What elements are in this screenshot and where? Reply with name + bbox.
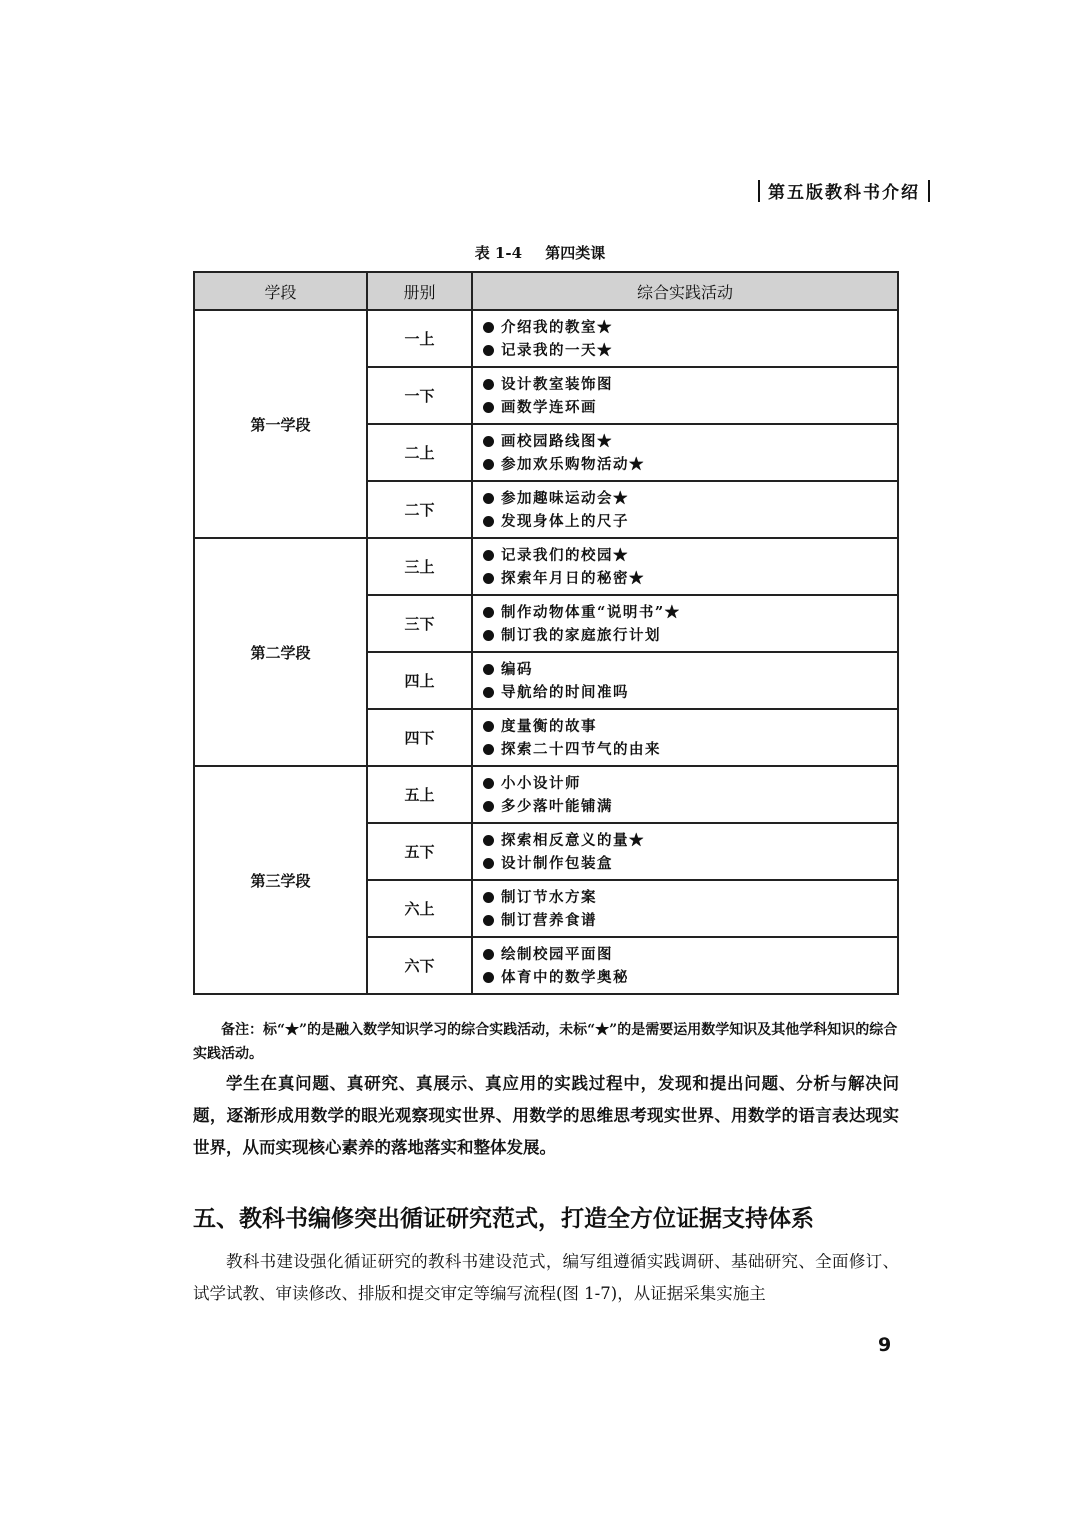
bullet-icon xyxy=(483,687,494,698)
bullet-icon xyxy=(483,573,494,584)
activities-cell xyxy=(472,880,898,937)
activity-item xyxy=(483,715,897,738)
activities-cell xyxy=(472,538,898,595)
bullet-icon xyxy=(483,436,494,447)
activities-cell xyxy=(472,652,898,709)
header-divider xyxy=(928,180,930,202)
activity-item xyxy=(483,316,897,339)
activity-table xyxy=(193,271,899,995)
activity-item xyxy=(483,601,897,624)
header-divider xyxy=(758,180,760,202)
activity-item xyxy=(483,738,897,761)
stage-cell: 第三学段 xyxy=(194,766,367,994)
activity-item xyxy=(483,453,897,476)
activity-text: 绘制校园平面图 xyxy=(501,945,613,963)
stage-cell: 第二学段 xyxy=(194,538,367,766)
bullet-icon xyxy=(483,630,494,641)
volume-cell: 五下 xyxy=(367,823,472,880)
header-stage: 学段 xyxy=(194,272,367,310)
header-title: 第五版教科书介绍 xyxy=(768,183,920,203)
body-paragraph: 学生在真问题、真研究、真展示、真应用的实践过程中，发现和提出问题、分析与解决问题，逐渐形成用数学的眼光观察现实世界、用数学的思维思考现实世界、用数学的语言表达现实世界，从而实现核心素养的落地落实和整体发展。 xyxy=(193,1074,899,1157)
activity-item xyxy=(483,681,897,704)
volume-cell: 一下 xyxy=(367,367,472,424)
activity-text: 制订我的家庭旅行计划 xyxy=(501,626,661,644)
bullet-icon xyxy=(483,778,494,789)
bullet-icon xyxy=(483,493,494,504)
stage-cell: 第一学段 xyxy=(194,310,367,538)
activity-text: 探索年月日的秘密★ xyxy=(501,569,645,587)
activities-cell xyxy=(472,823,898,880)
activity-text: 记录我们的校园★ xyxy=(501,546,629,564)
volume-cell: 四下 xyxy=(367,709,472,766)
table-number: 表 1-4 xyxy=(474,244,523,262)
activity-item xyxy=(483,339,897,362)
activity-text: 小小设计师 xyxy=(501,774,581,792)
activity-text: 发现身体上的尺子 xyxy=(501,512,629,530)
activities-cell xyxy=(472,424,898,481)
bullet-icon xyxy=(483,550,494,561)
activities-cell xyxy=(472,481,898,538)
table-title: 第四类课 xyxy=(545,244,606,262)
page-number: 9 xyxy=(878,1334,892,1356)
activity-text: 制订营养食谱 xyxy=(501,911,597,929)
volume-cell: 五上 xyxy=(367,766,472,823)
activity-item xyxy=(483,772,897,795)
activity-text: 制订节水方案 xyxy=(501,888,597,906)
activity-item xyxy=(483,430,897,453)
volume-cell: 三下 xyxy=(367,595,472,652)
bullet-icon xyxy=(483,402,494,413)
bullet-icon xyxy=(483,972,494,983)
activity-text: 体育中的数学奥秘 xyxy=(501,968,629,986)
volume-cell: 三上 xyxy=(367,538,472,595)
activity-text: 画数学连环画 xyxy=(501,398,597,416)
bullet-icon xyxy=(483,949,494,960)
bullet-icon xyxy=(483,516,494,527)
bullet-icon xyxy=(483,858,494,869)
table-note: 备注：标“★”的是融入数学知识学习的综合实践活动，未标“★”的是需要运用数学知识及其他学科知识的综合实践活动。 xyxy=(193,1022,898,1062)
running-header xyxy=(750,178,938,203)
activity-text: 导航给的时间准吗 xyxy=(501,683,629,701)
activities-cell xyxy=(472,310,898,367)
activities-cell xyxy=(472,766,898,823)
bullet-icon xyxy=(483,721,494,732)
activity-item xyxy=(483,795,897,818)
table-row xyxy=(194,310,898,367)
activity-item xyxy=(483,909,897,932)
activity-text: 制作动物体重“说明书”★ xyxy=(501,603,681,621)
activities-cell xyxy=(472,709,898,766)
activity-item xyxy=(483,886,897,909)
activity-item xyxy=(483,624,897,647)
activities-cell xyxy=(472,595,898,652)
header-activities: 综合实践活动 xyxy=(472,272,898,310)
volume-cell: 六上 xyxy=(367,880,472,937)
activities-cell xyxy=(472,937,898,994)
activity-item xyxy=(483,829,897,852)
volume-cell: 二下 xyxy=(367,481,472,538)
activity-text: 介绍我的教室★ xyxy=(501,318,613,336)
table-row xyxy=(194,538,898,595)
activity-text: 记录我的一天★ xyxy=(501,341,613,359)
bullet-icon xyxy=(483,801,494,812)
activity-text: 探索二十四节气的由来 xyxy=(501,740,661,758)
bullet-icon xyxy=(483,915,494,926)
activity-text: 编码 xyxy=(501,660,533,678)
table-header-row xyxy=(194,272,898,310)
activities-cell xyxy=(472,367,898,424)
activity-item xyxy=(483,567,897,590)
volume-cell: 四上 xyxy=(367,652,472,709)
activity-item xyxy=(483,396,897,419)
activity-item xyxy=(483,658,897,681)
bullet-icon xyxy=(483,322,494,333)
activity-text: 多少落叶能铺满 xyxy=(501,797,613,815)
bullet-icon xyxy=(483,345,494,356)
activity-text: 参加趣味运动会★ xyxy=(501,489,629,507)
header-volume: 册别 xyxy=(367,272,472,310)
volume-cell: 一上 xyxy=(367,310,472,367)
activity-item xyxy=(483,487,897,510)
bullet-icon xyxy=(483,835,494,846)
table-caption xyxy=(0,242,1080,263)
bullet-icon xyxy=(483,607,494,618)
table-row xyxy=(194,766,898,823)
volume-cell: 六下 xyxy=(367,937,472,994)
activity-item xyxy=(483,373,897,396)
activity-text: 度量衡的故事 xyxy=(501,717,597,735)
bullet-icon xyxy=(483,892,494,903)
activity-item xyxy=(483,510,897,533)
activity-text: 设计教室装饰图 xyxy=(501,375,613,393)
activity-item xyxy=(483,966,897,989)
activity-text: 设计制作包装盒 xyxy=(501,854,613,872)
activity-text: 画校园路线图★ xyxy=(501,432,613,450)
bullet-icon xyxy=(483,744,494,755)
activity-item xyxy=(483,544,897,567)
bullet-icon xyxy=(483,379,494,390)
activity-text: 参加欢乐购物活动★ xyxy=(501,455,645,473)
body-paragraph: 教科书建设强化循证研究的教科书建设范式，编写组遵循实践调研、基础研究、全面修订、试学试教、审读修改、排版和提交审定等编写流程(图 1-7)，从证据采集实施主 xyxy=(193,1252,899,1303)
activity-text: 探索相反意义的量★ xyxy=(501,831,645,849)
activity-item xyxy=(483,852,897,875)
section-title: 五、教科书编修突出循证研究范式，打造全方位证据支持体系 xyxy=(193,1206,814,1232)
activity-item xyxy=(483,943,897,966)
bullet-icon xyxy=(483,664,494,675)
bullet-icon xyxy=(483,459,494,470)
volume-cell: 二上 xyxy=(367,424,472,481)
